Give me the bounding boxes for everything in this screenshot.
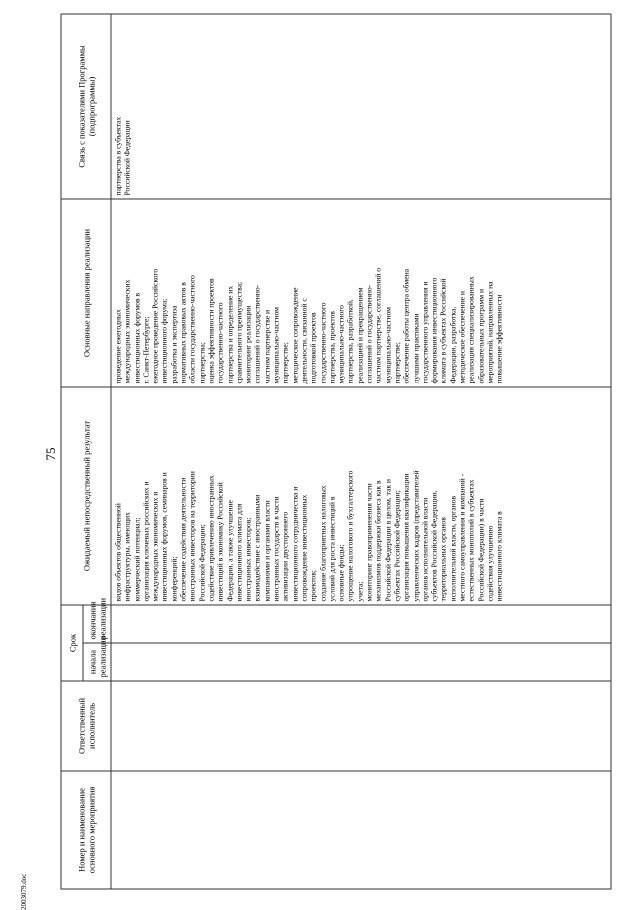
header-directions: Основные направления реализации (61, 199, 111, 387)
landscape-page (61, 15, 621, 890)
table-row (111, 14, 611, 889)
header-term-start: начала реализации (83, 643, 111, 681)
table-header (61, 14, 111, 889)
header-link: Связь с показателями Программы (подпрограммы) (61, 14, 111, 199)
header-term-end: окончания реализации (83, 605, 111, 643)
document-footer: 2003079.doc (20, 873, 28, 910)
header-term: Срок (61, 605, 83, 681)
cell-term-end (111, 605, 611, 643)
cell-result: видов объектов общественной инфраструктуры, имеющих коммерческий потенциал; организация ключевых российских и международных экономических и инвестиционных форумов, семинаров и конференций; обеспечение содействия деятельности иностранных инвесторов на территории Российской Федерации; содействие привлечению иностранных инвестиций в экономику Российской Федерации, а также улучшение инвестиционного климата для иностранных инвесторов; взаимодействие с иностранными компаниями и органами власти иностранных государств в части активизации двустороннего инвестиционного сотрудничества и сопровождение инвестиционных проектов; создание благоприятных налоговых условий для роста инвестиций в основные фонды; упрощение налогового и бухгалтерского учета; мониторинг правоприменения части механизмов поддержки бизнеса как в Российской Федерации в целом, так и субъектах Российской Федерации; организация повышения квалификации управленческих кадров (представителей органов исполнительной власти субъектов Российской Федерации, территориальных органов исполнительной власти, органов местного самоуправления и компаний - естественных монополий в субъектах Российской Федерации) в части содействия улучшению инвестиционного климата в (111, 387, 611, 605)
cell-measure (111, 771, 611, 889)
page-number: 75 (43, 447, 58, 461)
cell-term-start (111, 643, 611, 681)
header-executor: Ответственный исполнитель (61, 681, 111, 771)
measures-table (61, 14, 612, 890)
header-result: Ожидаемый непосредственный результат (61, 387, 111, 605)
cell-directions: проведение ежегодных международных экономических инвестиционных форумов в г. Санкт-Петербурге; ежегодное проведение Российского инвестиционного форума; разработка и экспертиза нормативных правовых актов в области государственно-частного партнерства; оценка эффективности проектов государственно-частного партнерства и определение их сравнительного преимущества; мониторинг реализации соглашений о государственно- частном партнерстве и муниципально-частном партнерстве; методическое сопровождение деятельности, связанной с подготовкой проектов государственно-частного партнерства, проектов муниципально-частного партнерства, разработкой, реализацией и прекращением соглашений о государственно- частном партнерстве, соглашений о муниципально-частном партнерстве; обеспечение работы центра обмена лучшими практиками государственного управления и формирования инвестиционного климата в субъектах Российской Федерации, разработка, методическое обеспечение и реализация специализированных образовательных программ и мероприятий, направленных на повышение эффективности (111, 199, 611, 387)
cell-executor (111, 681, 611, 771)
cell-link: партнерства в субъектах Российской Федерации (111, 14, 611, 199)
header-measure: Номер и наименование основного мероприятия (61, 771, 111, 889)
